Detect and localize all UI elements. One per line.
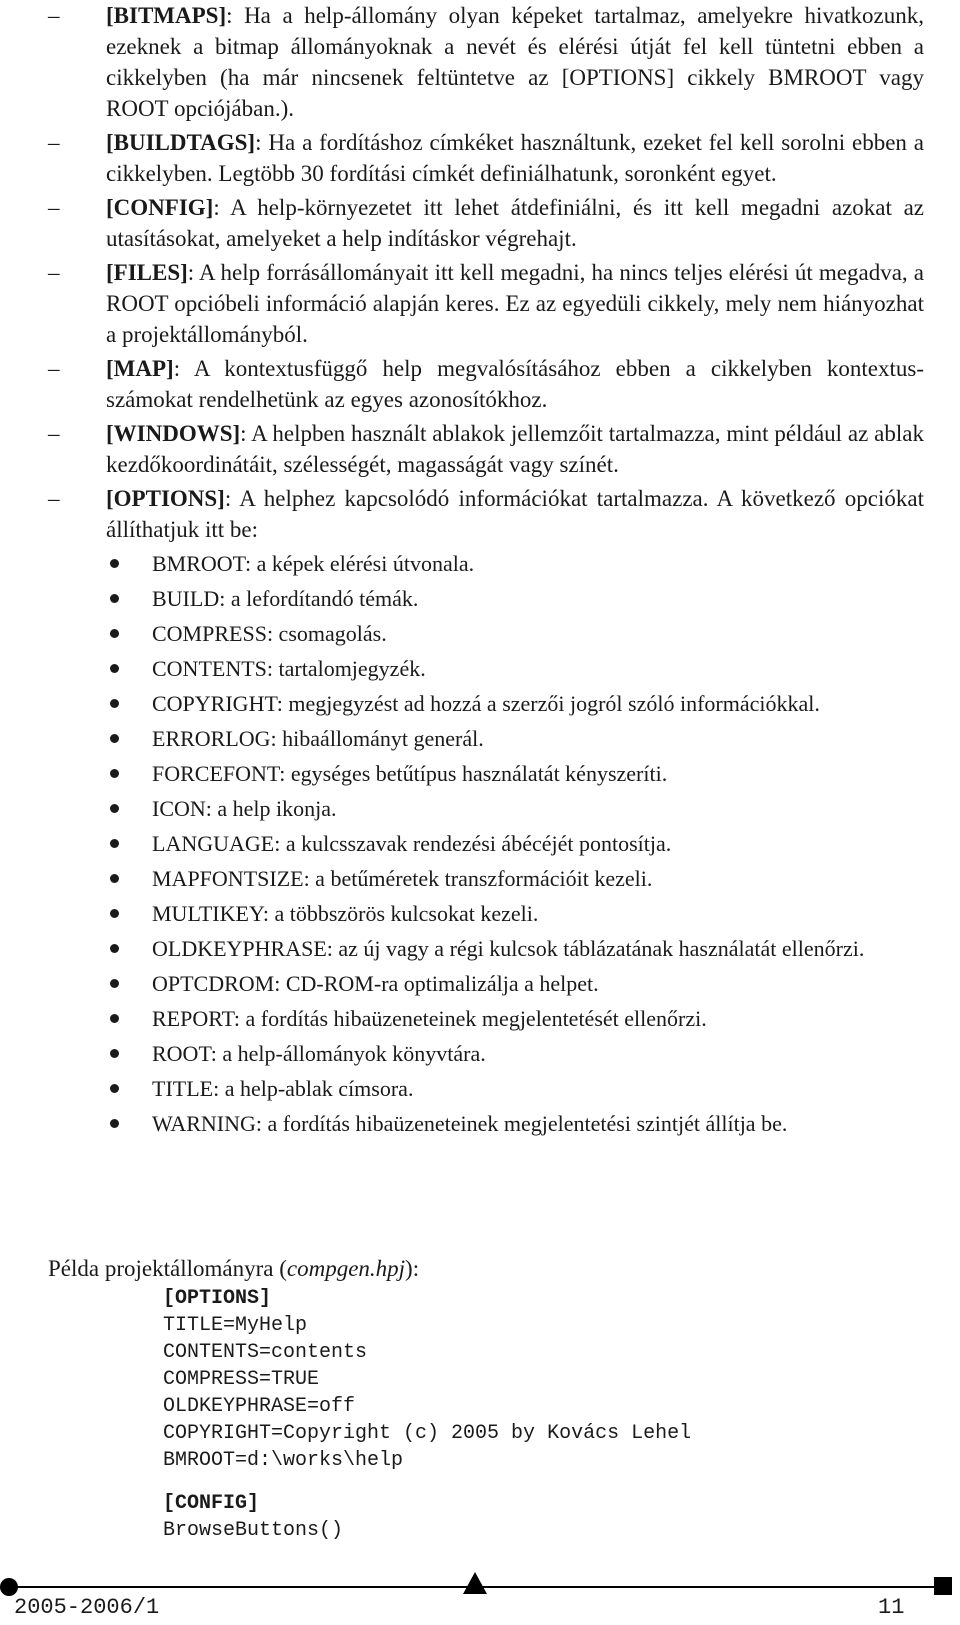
list-item: [48, 758, 924, 789]
list-item: [48, 828, 924, 859]
bullet-icon: [110, 559, 119, 568]
option-text: BMROOT: a képek elérési útvonala.: [152, 551, 475, 576]
section-text: : A help forrásállományait itt kell megadni, ha nincs teljes elérési út megadva, a ROOT opcióbeli információ alapján keres. Ez az egyedüli cikkely, mely nem hiányozhat a projektállományból.: [106, 260, 924, 347]
section-heading: [BITMAPS]: [106, 3, 227, 28]
option-text: COPYRIGHT: megjegyzést ad hozzá a szerzői jogról szóló információkkal.: [152, 691, 820, 716]
list-item: [48, 793, 924, 824]
section-text: : A help-környezetet itt lehet átdefiniálni, és itt kell megadni azokat az utasításokat, amelyeket a help indításkor végrehajt.: [106, 195, 924, 251]
dash-marker: [48, 127, 78, 158]
code-config-header: [CONFIG]: [163, 1492, 260, 1515]
dash-marker: [48, 418, 78, 449]
option-text: LANGUAGE: a kulcsszavak rendezési ábécéjét pontosítja.: [152, 831, 672, 856]
dash-marker: [48, 257, 78, 288]
section-text: : A helpben használt ablakok jellemzőit tartalmazza, mint például az ablak kezdőkoordinátáit, szélességét, magasságát vagy színét.: [106, 421, 924, 477]
option-text: MULTIKEY: a többszörös kulcsokat kezeli.: [152, 901, 539, 926]
option-text: WARNING: a fordítás hibaüzeneteinek megjelentetési szintjét állítja be.: [152, 1111, 788, 1136]
option-text: ICON: a help ikonja.: [152, 796, 337, 821]
example-suffix: ):: [405, 1256, 420, 1281]
option-text: TITLE: a help-ablak címsora.: [152, 1076, 414, 1101]
bullet-icon: [110, 979, 119, 988]
code-gap: [163, 1474, 691, 1490]
bullet-icon: [110, 664, 119, 673]
dash-marker: [48, 353, 78, 384]
options-list: [48, 548, 924, 1139]
section-text: : A kontextusfüggő help megvalósításához ebben a cikkelyben kontextus-számokat rendelhetünk az egyes azonosítókhoz.: [106, 356, 924, 412]
list-item: [48, 1038, 924, 1069]
code-line: BrowseButtons(): [163, 1519, 344, 1542]
example-caption: [48, 1253, 419, 1284]
code-options-header: [OPTIONS]: [163, 1287, 272, 1310]
bullet-icon: [110, 804, 119, 813]
dash-marker: [48, 0, 78, 31]
code-line: OLDKEYPHRASE=off: [163, 1395, 356, 1418]
bullet-icon: [110, 1084, 119, 1093]
example-prefix: Példa projektállományra (: [48, 1256, 287, 1281]
section-heading: [MAP]: [106, 356, 174, 381]
bullet-icon: [110, 1014, 119, 1023]
bullet-icon: [110, 1049, 119, 1058]
section-text: : Ha a fordításhoz címkéket használtunk, ezeket fel kell sorolni ebben a cikkelyben. Legtöbb 30 fordítási címkét definiálhatunk, soronként egyet.: [106, 130, 924, 186]
bullet-icon: [110, 1119, 119, 1128]
list-item: [48, 618, 924, 649]
section-buildtags: [48, 127, 924, 189]
option-text: FORCEFONT: egységes betűtípus használatát kényszeríti.: [152, 761, 668, 786]
page-number: 11: [878, 1595, 905, 1620]
bullet-icon: [110, 594, 119, 603]
example-filename: compgen.hpj: [286, 1256, 406, 1281]
section-text: : Ha a help-állomány olyan képeket tartalmaz, amelyekre hivatkozunk, ezeknek a bitmap állományoknak a nevét és elérési útját fel kell tüntetni ebben a cikkelyben (ha már nincsenek feltüntetve az [OPTIONS] cikkely BMROOT vagy ROOT opciójában.).: [106, 3, 924, 121]
code-line: CONTENTS=contents: [163, 1341, 368, 1364]
bullet-icon: [110, 839, 119, 848]
section-windows: [48, 418, 924, 480]
section-files: [48, 257, 924, 350]
bullet-icon: [110, 699, 119, 708]
option-text: OLDKEYPHRASE: az új vagy a régi kulcsok táblázatának használatát ellenőrzi.: [152, 936, 865, 961]
section-heading: [CONFIG]: [106, 195, 214, 220]
list-item: [48, 548, 924, 579]
dash-marker: [48, 483, 78, 514]
list-item: [48, 968, 924, 999]
bullet-icon: [110, 629, 119, 638]
option-text: CONTENTS: tartalomjegyzék.: [152, 656, 426, 681]
option-text: ERRORLOG: hibaállományt generál.: [152, 726, 484, 751]
list-item: [48, 1073, 924, 1104]
list-item: [48, 933, 924, 964]
list-item: [48, 688, 924, 719]
section-bitmaps: [48, 0, 924, 124]
code-line: BMROOT=d:\works\help: [163, 1449, 404, 1472]
section-heading: [FILES]: [106, 260, 188, 285]
bullet-icon: [110, 944, 119, 953]
list-item: [48, 1108, 924, 1139]
list-item: [48, 583, 924, 614]
footer-term: 2005-2006/1: [14, 1595, 160, 1620]
option-text: BUILD: a lefordítandó témák.: [152, 586, 419, 611]
footer-triangle-icon: [463, 1572, 487, 1594]
list-item: [48, 863, 924, 894]
option-text: OPTCDROM: CD-ROM-ra optimalizálja a helpet.: [152, 971, 599, 996]
bullet-icon: [110, 874, 119, 883]
section-config: [48, 192, 924, 254]
bullet-icon: [110, 769, 119, 778]
section-options: [48, 483, 924, 545]
section-heading: [WINDOWS]: [106, 421, 241, 446]
dash-marker: [48, 192, 78, 223]
section-heading: [BUILDTAGS]: [106, 130, 256, 155]
option-text: MAPFONTSIZE: a betűméretek transzformációit kezeli.: [152, 866, 653, 891]
option-text: REPORT: a fordítás hibaüzeneteinek megjelentetését ellenőrzi.: [152, 1006, 707, 1031]
code-line: TITLE=MyHelp: [163, 1314, 308, 1337]
list-item: [48, 653, 924, 684]
list-item: [48, 723, 924, 754]
code-line: COPYRIGHT=Copyright (c) 2005 by Kovács Lehel: [163, 1422, 692, 1445]
code-line: COMPRESS=TRUE: [163, 1368, 320, 1391]
footer-square-icon: [934, 1577, 952, 1595]
list-item: [48, 898, 924, 929]
section-map: [48, 353, 924, 415]
list-item: [48, 1003, 924, 1034]
code-block: [163, 1285, 691, 1544]
bullet-icon: [110, 909, 119, 918]
section-text: : A helphez kapcsolódó információkat tartalmazza. A következő opciókat állíthatjuk itt be:: [106, 486, 924, 542]
section-heading: [OPTIONS]: [106, 486, 225, 511]
option-text: COMPRESS: csomagolás.: [152, 621, 387, 646]
bullet-icon: [110, 734, 119, 743]
section-list: [48, 0, 924, 1143]
option-text: ROOT: a help-állományok könyvtára.: [152, 1041, 486, 1066]
